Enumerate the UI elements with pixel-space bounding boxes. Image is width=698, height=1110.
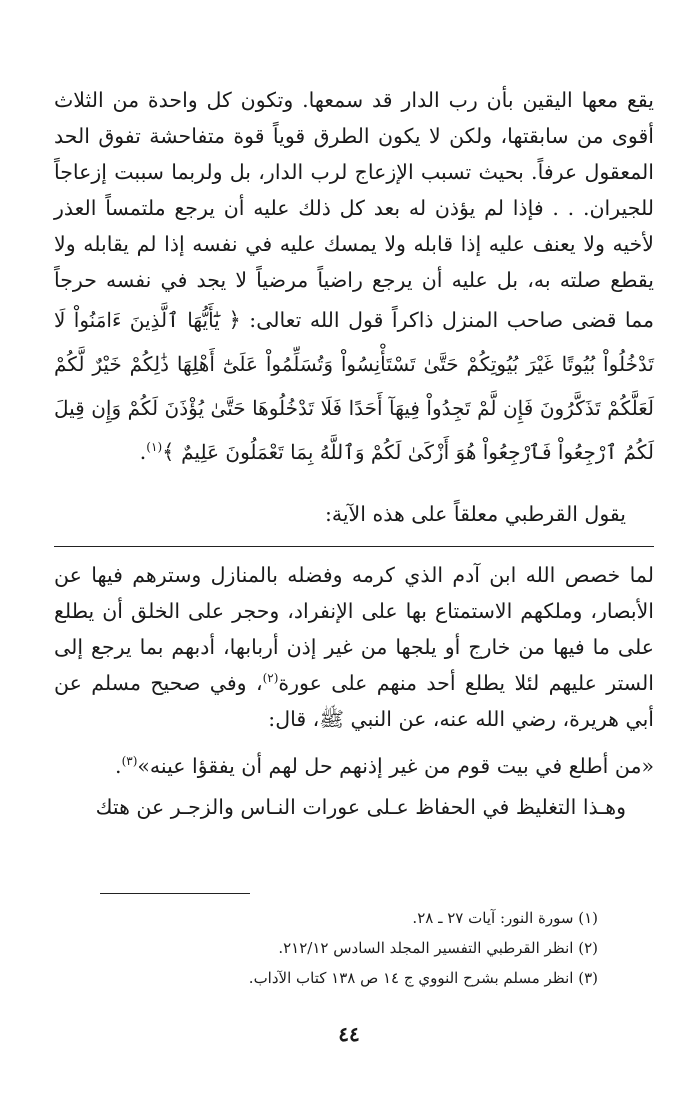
footnote-2: (٢) انظر القرطبي التفسير المجلد السادس ٢١٢/١٢. <box>278 939 598 957</box>
hadith-text: «من أطلع في بيت قوم من غير إذنهم حل لهم أن يفقؤا عينه» <box>137 754 654 778</box>
hadith-footnote-ref: (٣) <box>121 754 138 769</box>
body-paragraph-1 <box>54 82 654 474</box>
quran-open-bracket: ﴿ <box>228 308 241 332</box>
quote-text-continued: ، وفي صحيح مسلم عن أبي هريرة، رضي الله عنه، عن النبي ﷺ، قال: <box>54 671 654 731</box>
quran-end-period: . <box>139 440 147 464</box>
footnote-separator <box>100 893 250 894</box>
qurtubi-quote <box>54 557 654 737</box>
quote-separator <box>54 546 654 547</box>
quran-close-bracket: ﴾ <box>162 440 175 464</box>
quote-text: لما خصص الله ابن آدم الذي كرمه وفضله بالمنازل وسترهم فيها عن الأبصار، وملكهم الاستمتاع بها على الإنفراد، وحجر على الخلق أن يطلع على ما فيها من خارج أو يلجها من غير إذن أربابها، أدبهم بما يرجع إلى الستر عليهم لئلا يطلع أحد منهم على عورة <box>54 563 654 695</box>
page-number: ٤٤ <box>338 1022 360 1046</box>
intro-line: يقول القرطبي معلقاً على هذه الآية: <box>324 502 626 526</box>
page-body <box>54 82 654 825</box>
hadith-end-period: . <box>115 754 122 778</box>
paragraph-1-text: يقع معها اليقين بأن رب الدار قد سمعها. وتكون كل واحدة من الثلاث أقوى من سابقتها، ولكن لا يكون الطرق قوياً قوة متفاحشة تفوق الحد المعقول عرفاً. بحيث تسبب الإزعاج لرب الدار، بل ولربما سببت إزعاجاً للجيران. . . فإذا لم يؤذن له بعد كل ذلك عليه أن يرجع ملتمساً العذر لأخيه ولا يعنف عليه إذا قابله ولا يمسك عليه في نفسه إذا لم يقابله ولا يقطع صلته به، بل عليه أن يرجع راضياً مرضياً لا يجد في نفسه حرجاً مما قضى صاحب المنزل ذاكراً قول الله تعالى: <box>54 88 654 332</box>
quran-verse-text: يَٰٓأَيُّهَا ٱلَّذِينَ ءَامَنُواْ لَا تَدْخُلُواْ بُيُوتًا غَيْرَ بُيُوتِكُمْ حَتَّىٰ تَسْتَأْنِسُواْ وَتُسَلِّمُواْ عَلَىٰٓ أَهْلِهَا ذَٰلِكُمْ خَيْرٌ لَّكُمْ لَعَلَّكُمْ تَذَكَّرُونَ فَإِن لَّمْ تَجِدُواْ فِيهَآ أَحَدًا فَلَا تَدْخُلُوهَا حَتَّىٰ يُؤْذَنَ لَكُمْ وَإِن قِيلَ لَكُمُ ٱرْجِعُواْ فَٱرْجِعُواْ هُوَ أَزْكَىٰ لَكُمْ وَٱللَّهُ بِمَا تَعْمَلُونَ عَلِيمٌ <box>54 308 654 464</box>
footnote-3: (٣) انظر مسلم بشرح النووي ج ١٤ ص ١٣٨ كتاب الآداب. <box>248 969 598 987</box>
closing-line: وهـذا التغليظ في الحفاظ عـلى عورات النـاس والزجـر عن هتك <box>95 795 626 819</box>
footnote-1: (١) سورة النور: آيات ٢٧ ـ ٢٨. <box>412 909 598 927</box>
hadith-line <box>54 747 654 785</box>
footnotes <box>38 903 598 993</box>
quote-footnote-ref: (٢) <box>262 671 279 686</box>
quran-footnote-ref: (١) <box>146 440 163 454</box>
